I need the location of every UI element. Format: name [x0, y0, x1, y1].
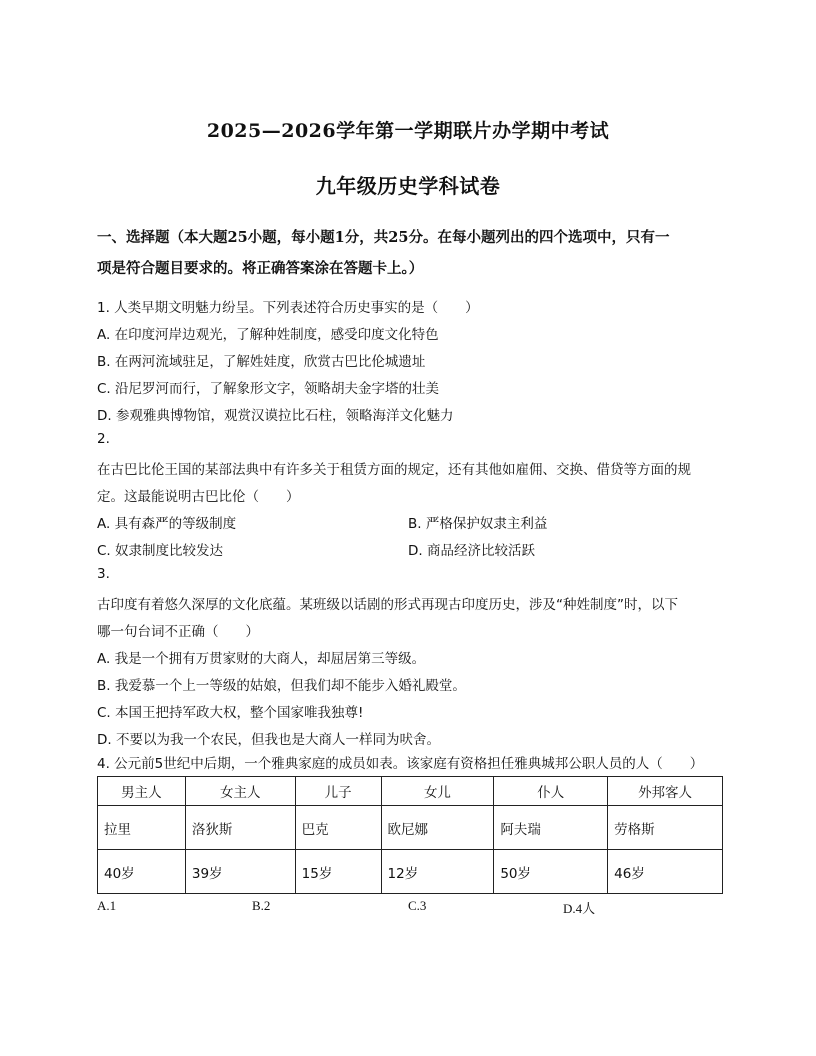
q3-stem-line2: 哪一句台词不正确（ ） [97, 624, 259, 640]
q4-stem: 4. 公元前5世纪中后期，一个雅典家庭的成员如表。该家庭有资格担任雅典城邦公职人员的人（ ） [97, 756, 704, 772]
table-cell-name: 拉里 [98, 806, 186, 850]
table-row-ages [98, 850, 723, 894]
table-cell-name: 欧尼娜 [381, 806, 494, 850]
table-cell-name: 阿夫瑞 [494, 806, 608, 850]
q2-option-b: B. 严格保护奴隶主利益 [408, 516, 548, 532]
q3-number: 3. [97, 566, 110, 582]
table-cell-age: 12岁 [381, 850, 494, 894]
q2-stem-line1: 在古巴比伦王国的某部法典中有许多关于租赁方面的规定，还有其他如雇佣、交换、借贷等方面的规 [97, 462, 691, 478]
q1-stem: 1. 人类早期文明魅力纷呈。下列表述符合历史事实的是（ ） [97, 300, 479, 316]
table-cell-name: 劳格斯 [608, 806, 723, 850]
q4-option-a: A.1 [97, 898, 117, 913]
table-header-cell: 女主人 [185, 777, 295, 806]
q2-option-c: C. 奴隶制度比较发达 [97, 543, 224, 559]
q1-option-d: D. 参观雅典博物馆，观赏汉谟拉比石柱，领略海洋文化魅力 [97, 408, 454, 424]
q3-option-a: A. 我是一个拥有万贯家财的大商人，却屈居第三等级。 [97, 651, 426, 667]
table-cell-age: 39岁 [185, 850, 295, 894]
q1-option-a: A. 在印度河岸边观光，了解种姓制度，感受印度文化特色 [97, 327, 439, 343]
q3-option-b: B. 我爱慕一个上一等级的姑娘，但我们却不能步入婚礼殿堂。 [97, 678, 466, 694]
family-members-table [97, 776, 723, 894]
q2-option-a: A. 具有森严的等级制度 [97, 516, 237, 532]
q4-option-d: D.4人 [563, 901, 596, 916]
table-header-cell: 男主人 [98, 777, 186, 806]
table-header-cell: 儿子 [295, 777, 381, 806]
q3-stem-line1: 古印度有着悠久深厚的文化底蕴。某班级以话剧的形式再现古印度历史，涉及“种姓制度”时，以下 [97, 597, 678, 613]
table-cell-name: 洛狄斯 [185, 806, 295, 850]
table-header-cell: 仆人 [494, 777, 608, 806]
q2-stem-line2: 定。这最能说明古巴比伦（ ） [97, 489, 300, 505]
q4-option-b: B.2 [252, 898, 271, 913]
table-cell-age: 40岁 [98, 850, 186, 894]
table-cell-age: 46岁 [608, 850, 723, 894]
q4-option-c: C.3 [408, 898, 427, 913]
table-row-names [98, 806, 723, 850]
table-cell-age: 50岁 [494, 850, 608, 894]
table-header-cell: 外邦客人 [608, 777, 723, 806]
q3-option-c: C. 本国王把持军政大权，整个国家唯我独尊! [97, 705, 364, 721]
exam-subtitle: 九年级历史学科试卷 [315, 174, 501, 198]
section-heading-line1: 一、选择题（本大题25小题，每小题1分，共25分。在每小题列出的四个选项中，只有一 [97, 229, 670, 246]
q2-option-d: D. 商品经济比较活跃 [408, 543, 535, 559]
table-header-cell: 女儿 [381, 777, 494, 806]
table-cell-age: 15岁 [295, 850, 381, 894]
q3-option-d: D. 不要以为我一个农民，但我也是大商人一样同为吠舍。 [97, 732, 440, 748]
table-cell-name: 巴克 [295, 806, 381, 850]
q1-option-c: C. 沿尼罗河而行，了解象形文字，领略胡夫金字塔的壮美 [97, 381, 440, 397]
q2-number: 2. [97, 431, 110, 447]
q1-option-b: B. 在两河流域驻足，了解姓娃度，欣赏古巴比伦城遗址 [97, 354, 426, 370]
exam-title: 2025—2026学年第一学期联片办学期中考试 [206, 120, 610, 142]
section-heading-line2: 项是符合题目要求的。将正确答案涂在答题卡上。） [97, 260, 424, 277]
table-header-row [98, 777, 723, 806]
